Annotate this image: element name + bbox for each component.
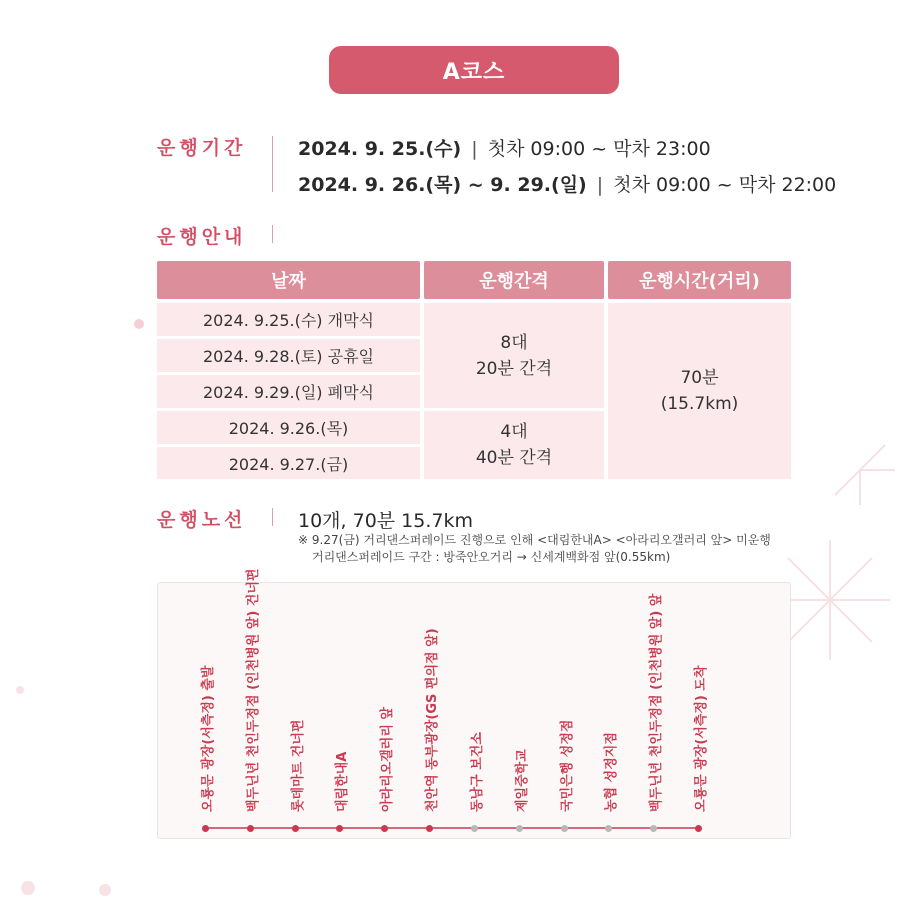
route-stop-label: 대림한내A — [335, 751, 351, 812]
schedule-table — [157, 261, 791, 479]
interval-buses: 4대 — [500, 422, 528, 442]
period-dates-1: 2024. 9. 25.(수) — [298, 138, 462, 160]
route-stop-label: 동남구 보건소 — [469, 732, 485, 812]
duration-cell — [608, 303, 791, 479]
period-times-1: 첫차 09:00 ~ 막차 23:00 — [487, 138, 711, 160]
route-stop-label: 백두닌년 천인두정점 (인천병원 앞) 건너편 — [245, 568, 261, 812]
period-separator-2: | — [596, 174, 604, 196]
route-stop-label: 백두닌년 천인두정점 (인천병원 앞) 앞 — [649, 593, 665, 812]
route-stop-label: 오룡문 광장(서측정) 도착 — [694, 665, 709, 812]
route-stop-dot — [202, 825, 209, 832]
route-stop-label: 롯데마트 건너편 — [290, 719, 306, 812]
interval-buses: 8대 — [500, 332, 528, 353]
interval-cell-1 — [424, 303, 604, 408]
duration-minutes: 70분 — [680, 368, 719, 388]
guide-label: 운행안내 — [157, 226, 247, 248]
route-label: 운행노선 — [157, 509, 247, 531]
header-interval: 운행간격 — [424, 261, 604, 299]
route-stop-label: 천안역 동부광장(GS 편의점 앞) — [425, 628, 441, 812]
period-divider — [272, 136, 273, 192]
period-separator-1: | — [471, 138, 478, 160]
route-stop-label: 농협 성정지점 — [604, 732, 620, 812]
period-line-2 — [298, 170, 836, 197]
date-cell: 2024. 9.25.(수) 개막식 — [157, 303, 420, 336]
period-times-2: 첫차 09:00 ~ 막차 22:00 — [613, 174, 837, 196]
route-stop-dot — [471, 825, 478, 832]
route-note-1: ※ 9.27(금) 거리댄스퍼레이드 진행으로 인해 <대림한내A> <아라리오갤러리 앞> 미운행 — [298, 533, 771, 547]
date-cell: 2024. 9.29.(일) 폐막식 — [157, 375, 420, 408]
route-stop-label: 국민은행 성정점 — [559, 719, 575, 812]
period-line-1 — [298, 134, 711, 161]
route-summary: 10개, 70분 15.7km — [298, 510, 473, 532]
date-cell: 2024. 9.27.(금) — [157, 447, 420, 479]
header-duration: 운행시간(거리) — [608, 261, 791, 299]
route-stop-label: 오룡문 광장(서측정) 출발 — [201, 665, 216, 812]
guide-divider — [272, 225, 273, 243]
course-title-badge: A코스 — [329, 46, 619, 94]
route-stop-dot — [561, 825, 568, 832]
route-stop-dot — [292, 825, 299, 832]
route-stop-label: 제일중학교 — [514, 749, 530, 812]
route-divider — [272, 508, 273, 526]
date-cell: 2024. 9.26.(목) — [157, 411, 420, 444]
route-note-2: 거리댄스퍼레이드 구간 : 방죽안오거리 → 신세계백화점 앞(0.55km) — [312, 550, 671, 564]
period-label: 운행기간 — [157, 137, 247, 159]
duration-distance: (15.7km) — [660, 394, 739, 414]
route-stop-dot — [516, 825, 523, 832]
interval-minutes: 40분 간격 — [475, 448, 553, 468]
interval-cell-2 — [424, 411, 604, 479]
date-cell: 2024. 9.28.(토) 공휴일 — [157, 339, 420, 372]
period-dates-2: 2024. 9. 26.(목) ~ 9. 29.(일) — [298, 174, 587, 196]
route-stop-dot — [695, 825, 702, 832]
interval-minutes: 20분 간격 — [475, 358, 553, 379]
route-stop-dot — [247, 825, 254, 832]
header-date: 날짜 — [157, 261, 420, 299]
route-stop-label: 아라리오갤러리 앞 — [380, 707, 396, 812]
